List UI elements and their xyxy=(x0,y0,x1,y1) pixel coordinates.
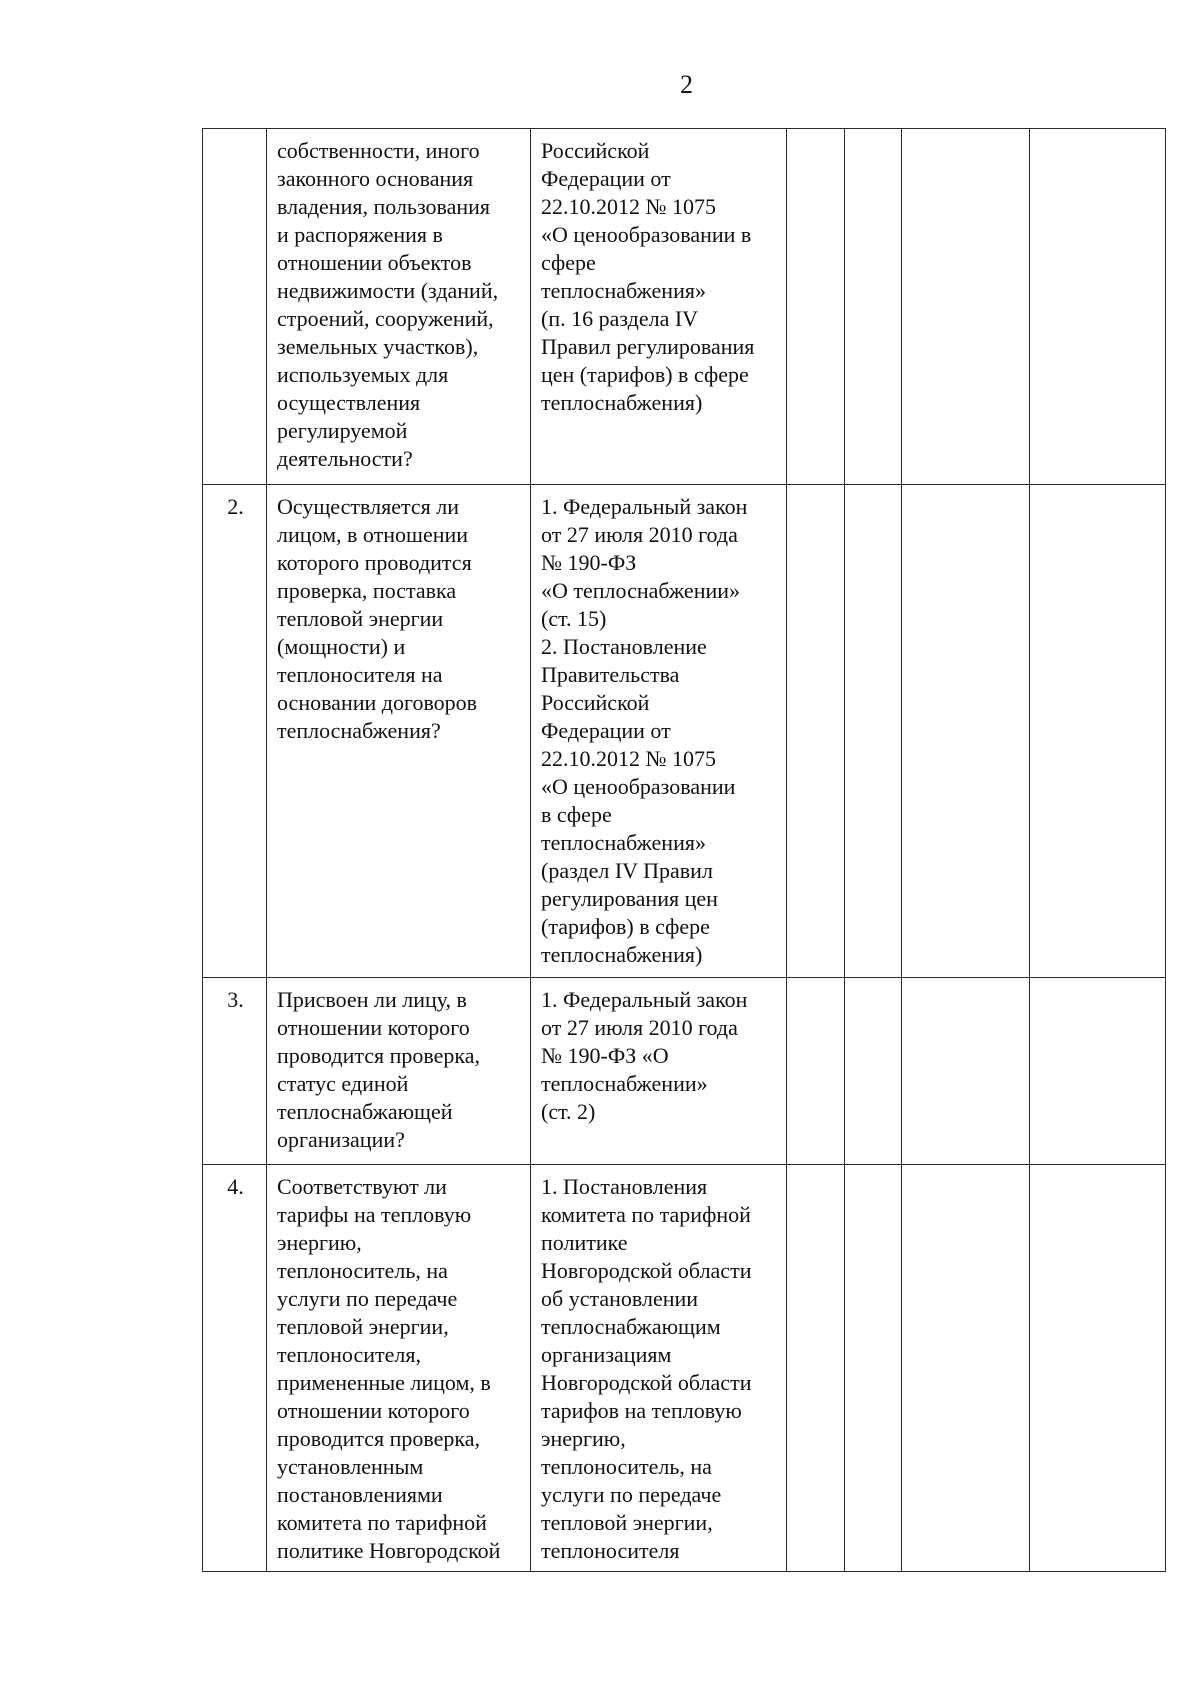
row-number xyxy=(203,129,267,485)
notes-cell xyxy=(1030,129,1166,485)
answer-cell-na xyxy=(902,1165,1030,1572)
answer-cell-yes xyxy=(787,1165,845,1572)
answer-cell-na xyxy=(902,485,1030,978)
row-number: 2. xyxy=(203,485,267,978)
answer-cell-yes xyxy=(787,129,845,485)
answer-cell-na xyxy=(902,129,1030,485)
table-row xyxy=(203,1165,1166,1572)
answer-cell-no xyxy=(845,129,902,485)
row-number: 4. xyxy=(203,1165,267,1572)
answer-cell-yes xyxy=(787,485,845,978)
table-row xyxy=(203,978,1166,1165)
row-number: 3. xyxy=(203,978,267,1165)
answer-cell-yes xyxy=(787,978,845,1165)
answer-cell-no xyxy=(845,978,902,1165)
reference-cell: 1. Постановления комитета по тарифной политике Новгородской области об установлении теплоснабжающим организациям Новгородской области тарифов на тепловую энергию, теплоноситель, на услуги по передаче тепловой энергии, теплоносителя xyxy=(531,1165,787,1572)
question-cell: Присвоен ли лицу, в отношении которого проводится проверка, статус единой теплоснабжающей организации? xyxy=(267,978,531,1165)
table-row xyxy=(203,129,1166,485)
notes-cell xyxy=(1030,485,1166,978)
notes-cell xyxy=(1030,1165,1166,1572)
answer-cell-na xyxy=(902,978,1030,1165)
reference-cell: Российской Федерации от 22.10.2012 № 1075 «О ценообразовании в сфере теплоснабжения» (п. 16 раздела IV Правил регулирования цен (тарифов) в сфере теплоснабжения) xyxy=(531,129,787,485)
answer-cell-no xyxy=(845,1165,902,1572)
checklist-table xyxy=(202,128,1166,1572)
page-number: 2 xyxy=(680,70,693,99)
question-cell: Осуществляется ли лицом, в отношении которого проводится проверка, поставка тепловой энергии (мощности) и теплоносителя на основании договоров теплоснабжения? xyxy=(267,485,531,978)
question-cell: Соответствуют ли тарифы на тепловую энергию, теплоноситель, на услуги по передаче тепловой энергии, теплоносителя, примененные лицом, в отношении которого проводится проверка, установленным постановлениями комитета по тарифной политике Новгородской xyxy=(267,1165,531,1572)
question-cell: собственности, иного законного основания владения, пользования и распоряжения в отношении объектов недвижимости (зданий, строений, сооружений, земельных участков), используемых для осуществления регулируемой деятельности? xyxy=(267,129,531,485)
table-row xyxy=(203,485,1166,978)
reference-cell: 1. Федеральный закон от 27 июля 2010 года № 190-ФЗ «О теплоснабжении» (ст. 2) xyxy=(531,978,787,1165)
answer-cell-no xyxy=(845,485,902,978)
reference-cell: 1. Федеральный закон от 27 июля 2010 года № 190-ФЗ «О теплоснабжении» (ст. 15) 2. Постановление Правительства Российской Федерации от 22.10.2012 № 1075 «О ценообразовании в сфере теплоснабжения» (раздел IV Правил регулирования цен (тарифов) в сфере теплоснабжения) xyxy=(531,485,787,978)
notes-cell xyxy=(1030,978,1166,1165)
